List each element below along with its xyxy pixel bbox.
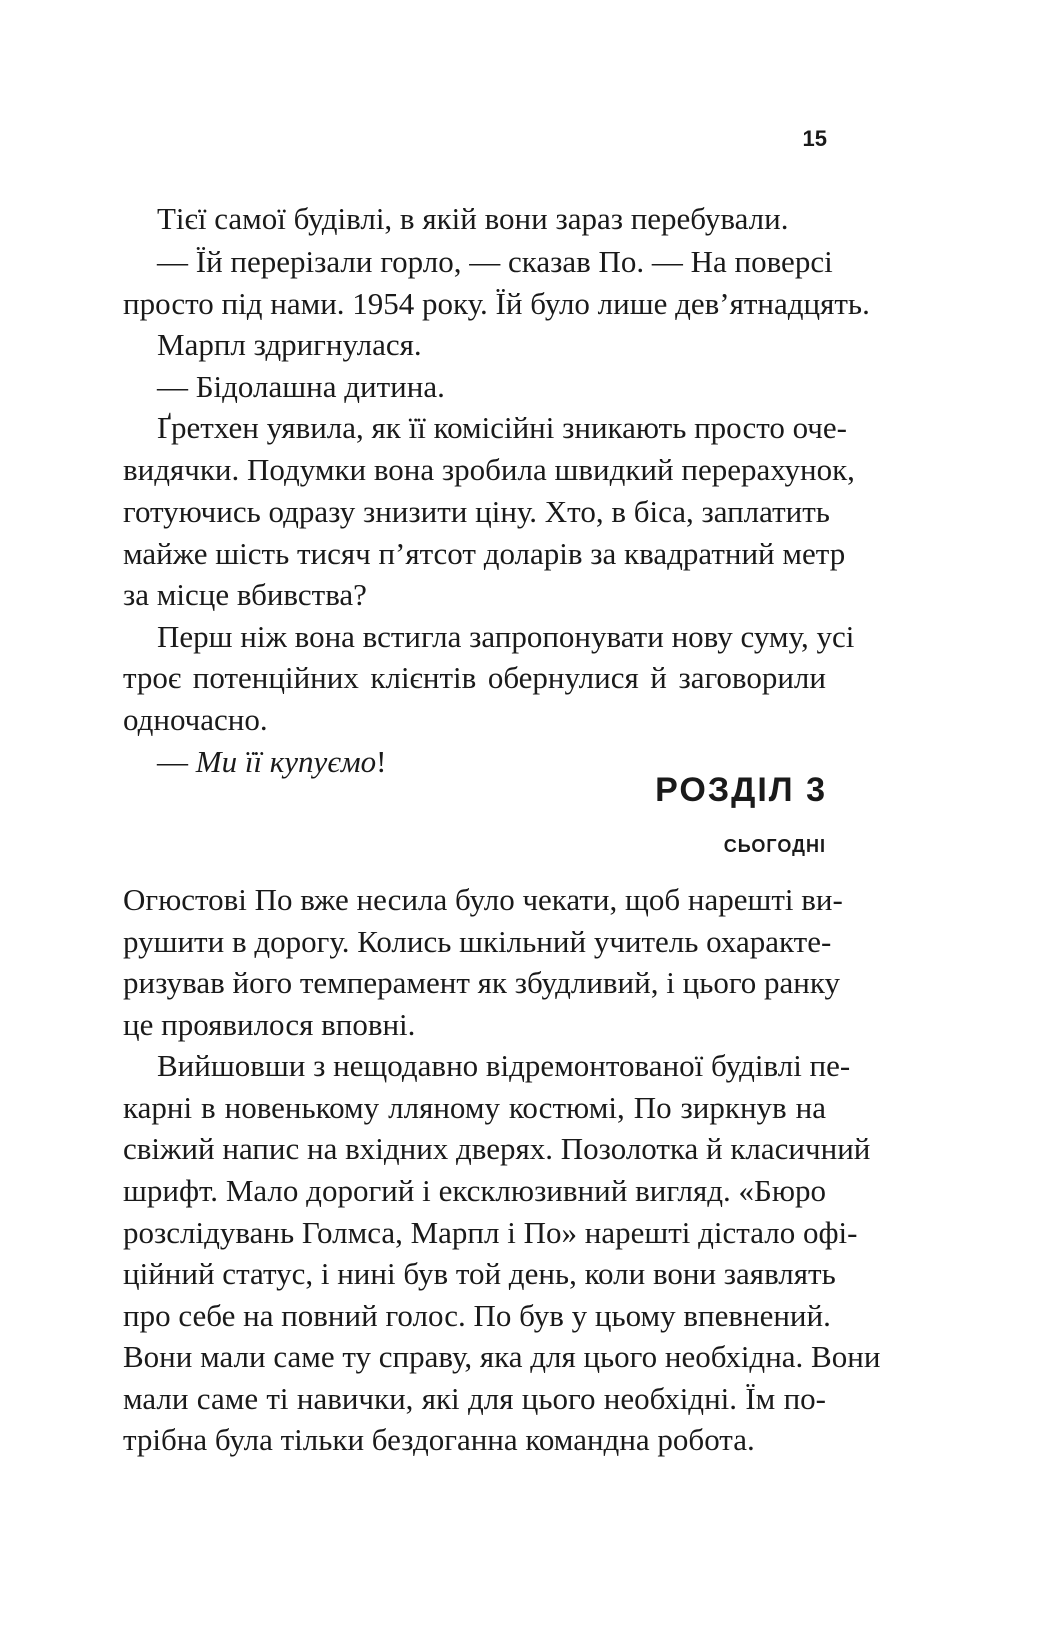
text-line: це проявилося вповні. [123, 1007, 416, 1042]
quote-dash: — [157, 744, 196, 779]
text-line: майже шість тисяч п’ятсот доларів за квадратний метр [123, 536, 846, 571]
text-line: Тієї самої будівлі, в якій вони зараз перебували. [157, 201, 789, 236]
text-line: Ґретхен уявила, як її комісійні зникають просто оче- [157, 410, 847, 445]
quote-end: ! [376, 744, 387, 779]
text-line: Марпл здригнулася. [157, 327, 422, 362]
text-line: Вони мали саме ту справу, яка для цього необхідна. Вони [123, 1339, 881, 1374]
page-number: 15 [802, 126, 827, 151]
text-line: трібна була тільки бездоганна командна робота. [123, 1422, 755, 1457]
text-line: за місце вбивства? [123, 577, 367, 612]
text-line: рушити в дорогу. Колись шкільний учитель охаракте- [123, 924, 832, 959]
text-line: просто під нами. 1954 року. Їй було лише дев’ятнадцять. [123, 286, 870, 321]
text-line: — Бідолашна дитина. [157, 369, 445, 404]
text-line: карні в новенькому лляному костюмі, По зиркнув на [123, 1090, 826, 1125]
text-line: розслідувань Голмса, Марпл і По» нарешті дістало офі- [123, 1215, 858, 1250]
text-line: Перш ніж вона встигла запропонувати нову суму, усі [157, 619, 855, 654]
quote-italic-text: Ми її купуємо [195, 744, 377, 779]
text-line: — Їй перерізали горло, — сказав По. — На поверсі [157, 244, 833, 279]
text-line: троє потенційних клієнтів обернулися й заговорили [123, 660, 826, 695]
text-line: свіжий напис на вхідних дверях. Позолотка й класичний [123, 1131, 871, 1166]
text-line: про себе на повний голос. По був у цьому впевнений. [123, 1298, 831, 1333]
text-line: Вийшовши з нещодавно відремонтованої будівлі пе- [157, 1048, 851, 1083]
text-line: одночасно. [123, 702, 268, 737]
text-line: готуючись одразу знизити ціну. Хто, в біса, заплатить [123, 494, 830, 529]
text-line: ційний статус, і нині був той день, коли вони заявлять [123, 1256, 836, 1291]
text-line: видячки. Подумки вона зробила швидкий перерахунок, [123, 452, 855, 487]
chapter-subtitle: СЬОГОДНІ [723, 836, 826, 856]
text-line: шрифт. Мало дорогий і ексклюзивний вигляд. «Бюро [123, 1173, 826, 1208]
text-line: Огюстові По вже несила було чекати, щоб нарешті ви- [123, 882, 843, 917]
text-line: мали саме ті навички, які для цього необхідні. Їм по- [123, 1381, 826, 1416]
text-line: ризував його темперамент як збудливий, і цього ранку [123, 965, 840, 1000]
chapter-title: РОЗДІЛ 3 [655, 771, 827, 809]
